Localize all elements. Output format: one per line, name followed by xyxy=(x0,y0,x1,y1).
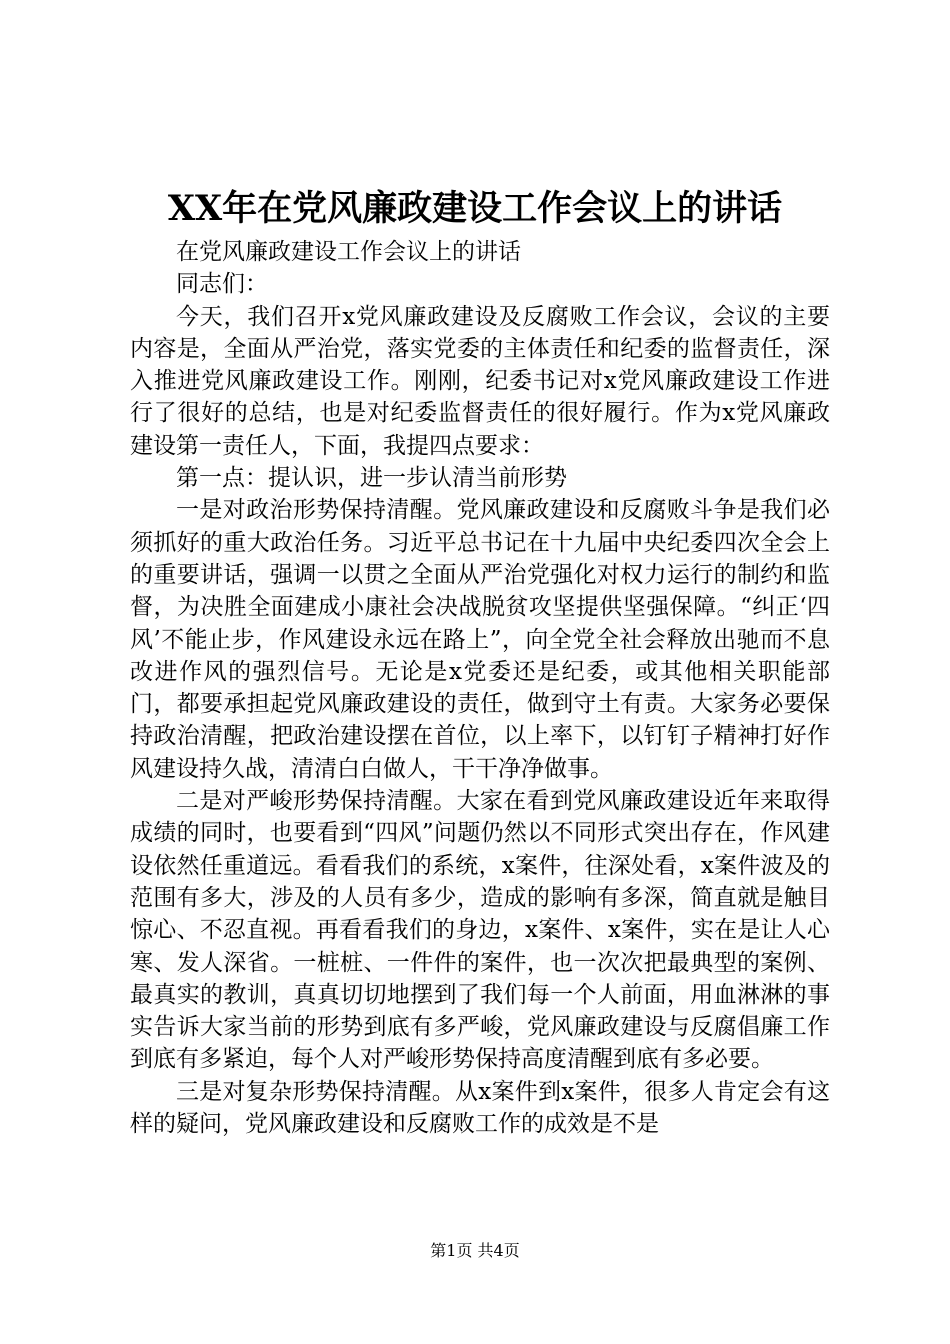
document-body xyxy=(130,236,830,1140)
paragraph-severe-situation: 二是对严峻形势保持清醒。大家在看到党风廉政建设近年来取得成绩的同时，也要看到“四风”问题仍然以不同形式突出存在，作风建设依然任重道远。看看我们的系统，x案件，往深处看，x案件波及的范围有多大，涉及的人员有多少，造成的影响有多深，简直就是触目惊心、不忍直视。再看看我们的身边，x案件、x案件，实在是让人心寒、发人深省。一桩桩、一件件的案件，也一次次把最典型的案例、最真实的教训，真真切切地摆到了我们每一个人前面，用血淋淋的事实告诉大家当前的形势到底有多严峻，党风廉政建设与反腐倡廉工作到底有多紧迫，每个人对严峻形势保持高度清醒到底有多必要。 xyxy=(130,788,830,1073)
page-footer: 第1页 共4页 xyxy=(430,1241,520,1260)
paragraph-political-situation: 一是对政治形势保持清醒。党风廉政建设和反腐败斗争是我们必须抓好的重大政治任务。习近平总书记在十九届中央纪委四次全会上的重要讲话，强调一以贯之全面从严治党强化对权力运行的制约和监督，为决胜全面建成小康社会决战脱贫攻坚提供坚强保障。“纠正‘四风’不能止步，作风建设永远在路上”，向全党全社会释放出驰而不息改进作风的强烈信号。无论是x党委还是纪委，或其他相关职能部门，都要承担起党风廉政建设的责任，做到守土有责。大家务必要保持政治清醒，把政治建设摆在首位，以上率下，以钉钉子精神打好作风建设持久战，清清白白做人，干干净净做事。 xyxy=(130,497,830,782)
document-title: XX年在党风廉政建设工作会议上的讲话 xyxy=(167,188,783,229)
paragraph-salutation: 同志们： xyxy=(176,271,268,298)
paragraph-intro: 今天，我们召开x党风廉政建设及反腐败工作会议，会议的主要内容是，全面从严治党，落实党委的主体责任和纪委的监督责任，深入推进党风廉政建设工作。刚刚，纪委书记对x党风廉政建设工作进行了很好的总结，也是对纪委监督责任的很好履行。作为x党风廉政建设第一责任人，下面，我提四点要求： xyxy=(130,303,830,459)
paragraph-complex-situation: 三是对复杂形势保持清醒。从x案件到x案件，很多人肯定会有这样的疑问，党风廉政建设和反腐败工作的成效是不是 xyxy=(130,1078,830,1138)
paragraph-section-heading: 第一点：提认识，进一步认清当前形势 xyxy=(176,465,567,492)
paragraph-subtitle: 在党风廉政建设工作会议上的讲话 xyxy=(176,239,521,265)
